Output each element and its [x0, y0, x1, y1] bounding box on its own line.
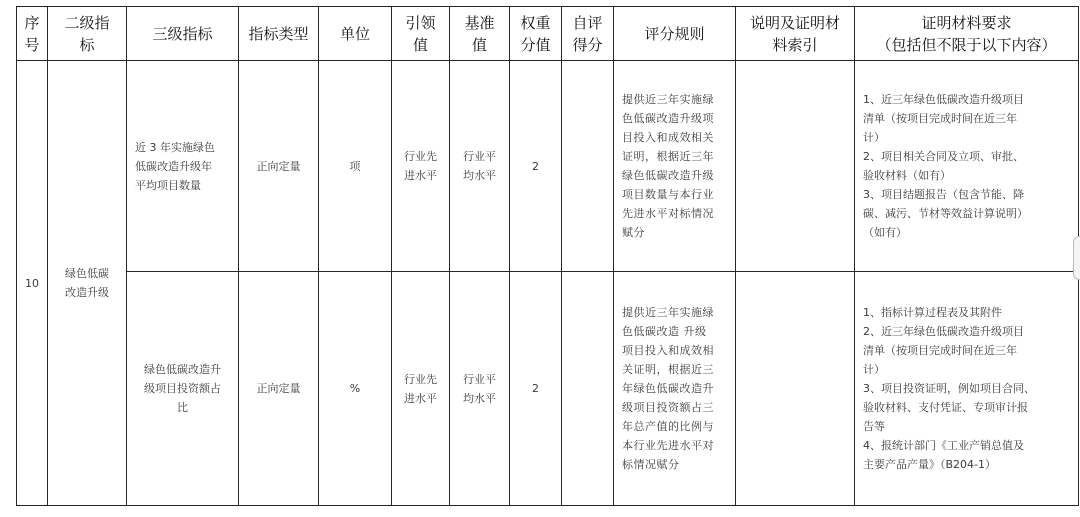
table-row	[17, 272, 1079, 506]
table-row	[17, 61, 1079, 272]
header-seq: 序 号	[17, 7, 48, 61]
header-evidence-requirements: 证明材料要求 （包括但不限于以下内容）	[855, 7, 1079, 61]
header-evidence-index: 说明及证明材 料索引	[736, 7, 855, 61]
leading-value-cell: 行业先 进水平	[392, 272, 450, 506]
header-unit: 单位	[319, 7, 392, 61]
weight-score-cell: 2	[510, 61, 562, 272]
header-leading-value: 引领 值	[392, 7, 450, 61]
unit-cell: %	[319, 272, 392, 506]
evaluation-table	[16, 6, 1079, 506]
evidence-index-cell[interactable]	[736, 272, 855, 506]
evidence-requirements-cell: 1、指标计算过程表及其附件 2、近三年绿色低碳改造升级项目 清单（按项目完成时间在近三年 计） 3、项目投资证明，例如项目合同、 验收材料、支付凭证、专项审计报 告等 4、报统计部门《工业产销总值及 主要产品产量》（B204-1）	[855, 272, 1079, 506]
header-weight-score: 权重 分值	[510, 7, 562, 61]
leading-value-cell: 行业先 进水平	[392, 61, 450, 272]
scoring-rule-cell: 提供近三年实施绿 色低碳改造 升级 项目投入和成效相 关证明，根据近三 年绿色低碳改造升 级项目投资额占三 年总产值的比例与 本行业先进水平对 标情况赋分	[614, 272, 736, 506]
evidence-index-cell[interactable]	[736, 61, 855, 272]
self-score-cell[interactable]	[562, 61, 614, 272]
level3-indicator-cell: 绿色低碳改造升 级项目投资额占 比	[127, 272, 239, 506]
baseline-value-cell: 行业平 均水平	[450, 61, 510, 272]
evidence-requirements-cell: 1、近三年绿色低碳改造升级项目 清单（按项目完成时间在近三年 计） 2、项目相关合同及立项、审批、 验收材料（如有） 3、项目结题报告（包含节能、降 碳、减污、节材等效益计算说明） （如有）	[855, 61, 1079, 272]
header-baseline-value: 基准 值	[450, 7, 510, 61]
weight-score-cell: 2	[510, 272, 562, 506]
side-scroll-handle[interactable]	[1073, 236, 1080, 280]
baseline-value-cell: 行业平 均水平	[450, 272, 510, 506]
header-level3-indicator: 三级指标	[127, 7, 239, 61]
header-level2-indicator: 二级指 标	[48, 7, 127, 61]
unit-cell: 项	[319, 61, 392, 272]
scoring-rule-cell: 提供近三年实施绿 色低碳改造升级项 目投入和成效相关 证明，根据近三年 绿色低碳改造升级 项目数量与本行业 先进水平对标情况 赋分	[614, 61, 736, 272]
header-self-score: 自评 得分	[562, 7, 614, 61]
header-indicator-type: 指标类型	[239, 7, 319, 61]
self-score-cell[interactable]	[562, 272, 614, 506]
seq-cell: 10	[17, 61, 48, 506]
header-row	[17, 7, 1079, 61]
header-scoring-rule: 评分规则	[614, 7, 736, 61]
level3-indicator-cell: 近 3 年实施绿色 低碳改造升级年 平均项目数量	[127, 61, 239, 272]
indicator-type-cell: 正向定量	[239, 272, 319, 506]
indicator-type-cell: 正向定量	[239, 61, 319, 272]
level2-indicator-cell: 绿色低碳 改造升级	[48, 61, 127, 506]
